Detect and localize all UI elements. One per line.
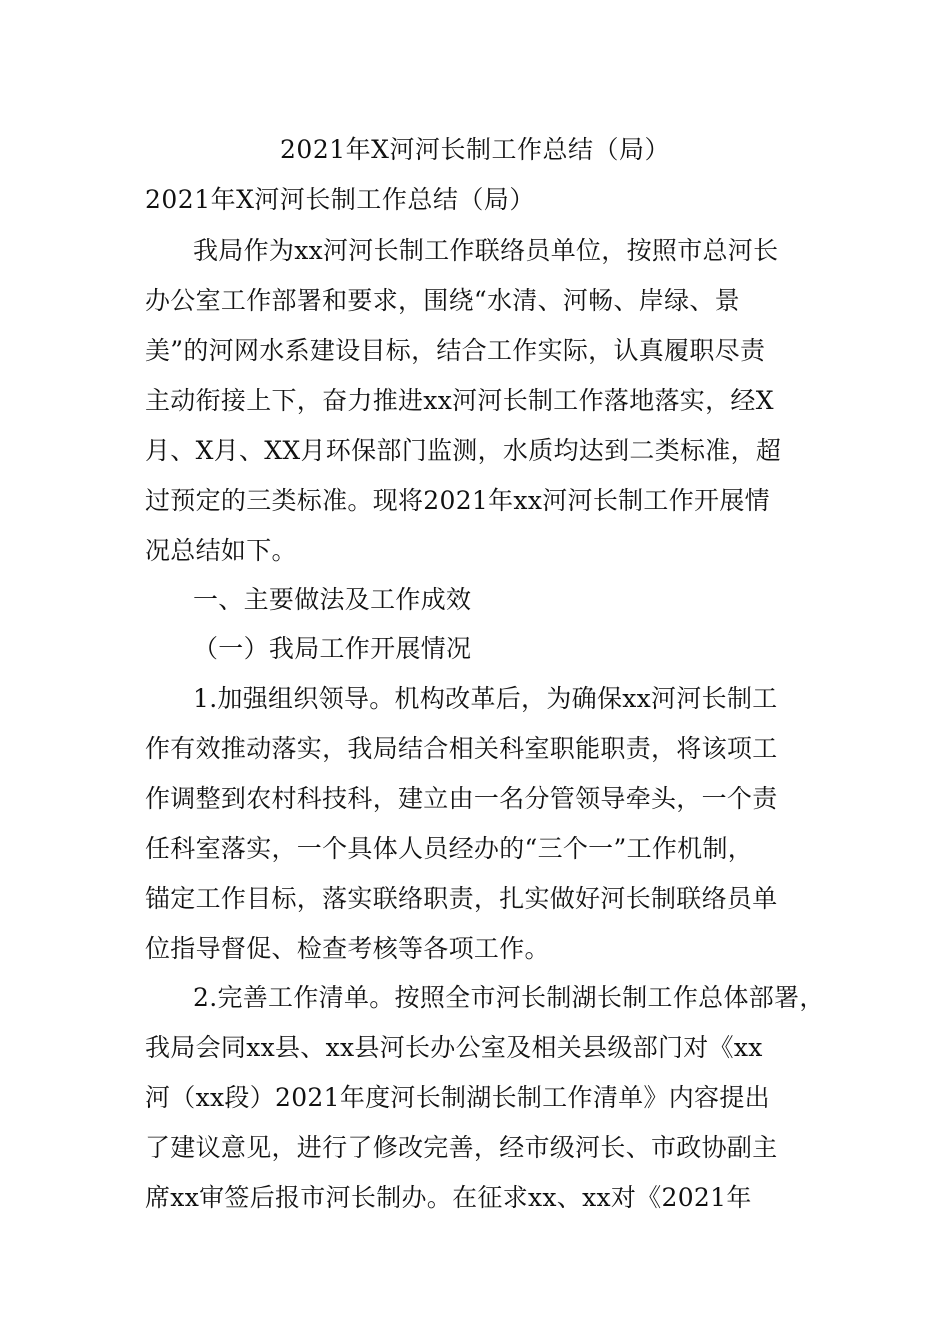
section-heading-text: 一、主要做法及工作成效 (193, 585, 472, 614)
document-title: 2021年X河河长制工作总结（局） (280, 135, 670, 164)
paragraph-line: 我局作为xx河河长制工作联络员单位，按照市总河长 (193, 236, 779, 265)
paragraph-line: 作调整到农村科技科，建立由一名分管领导牵头，一个责 (145, 784, 778, 813)
paragraph-line: 主动衔接上下，奋力推进xx河河长制工作落地落实，经X (145, 386, 774, 415)
paragraph-line: 了建议意见，进行了修改完善，经市级河长、市政协副主 (145, 1133, 778, 1162)
paragraph-line: 我局会同xx县、xx县河长办公室及相关县级部门对《xx (145, 1033, 763, 1062)
intro-paragraph (145, 226, 810, 576)
paragraph-line: 办公室工作部署和要求，围绕“水清、河畅、岸绿、景 (145, 286, 740, 315)
section-heading (145, 575, 810, 625)
item-2-paragraph (145, 973, 825, 1223)
paragraph-line: 过预定的三类标准。现将2021年xx河河长制工作开展情 (145, 486, 770, 515)
paragraph-line: 月、X月、XX月环保部门监测，水质均达到二类标准，超 (145, 436, 782, 465)
paragraph-line: 锚定工作目标，落实联络职责，扎实做好河长制联络员单 (145, 884, 778, 913)
paragraph-line: 位指导督促、检查考核等各项工作。 (145, 934, 550, 963)
subsection-heading-text: （一）我局工作开展情况 (193, 634, 472, 663)
paragraph-line: 况总结如下。 (145, 536, 297, 565)
paragraph-line: 任科室落实，一个具体人员经办的“三个一”工作机制， (145, 834, 754, 863)
paragraph-line: 席xx审签后报市河长制办。在征求xx、xx对《2021年 (145, 1183, 752, 1212)
paragraph-line: 河（xx段）2021年度河长制湖长制工作清单》内容提出 (145, 1083, 770, 1112)
item-1-paragraph (145, 674, 810, 974)
paragraph-line: 2.完善工作清单。按照全市河长制湖长制工作总体部署， (193, 983, 825, 1012)
subsection-heading (145, 624, 810, 674)
document-subtitle: 2021年X河河长制工作总结（局） (145, 185, 535, 214)
paragraph-line: 1.加强组织领导。机构改革后，为确保xx河河长制工 (193, 684, 778, 713)
paragraph-line: 美”的河网水系建设目标，结合工作实际，认真履职尽责 (145, 336, 766, 365)
paragraph-line: 作有效推动落实，我局结合相关科室职能职责，将该项工 (145, 734, 778, 763)
